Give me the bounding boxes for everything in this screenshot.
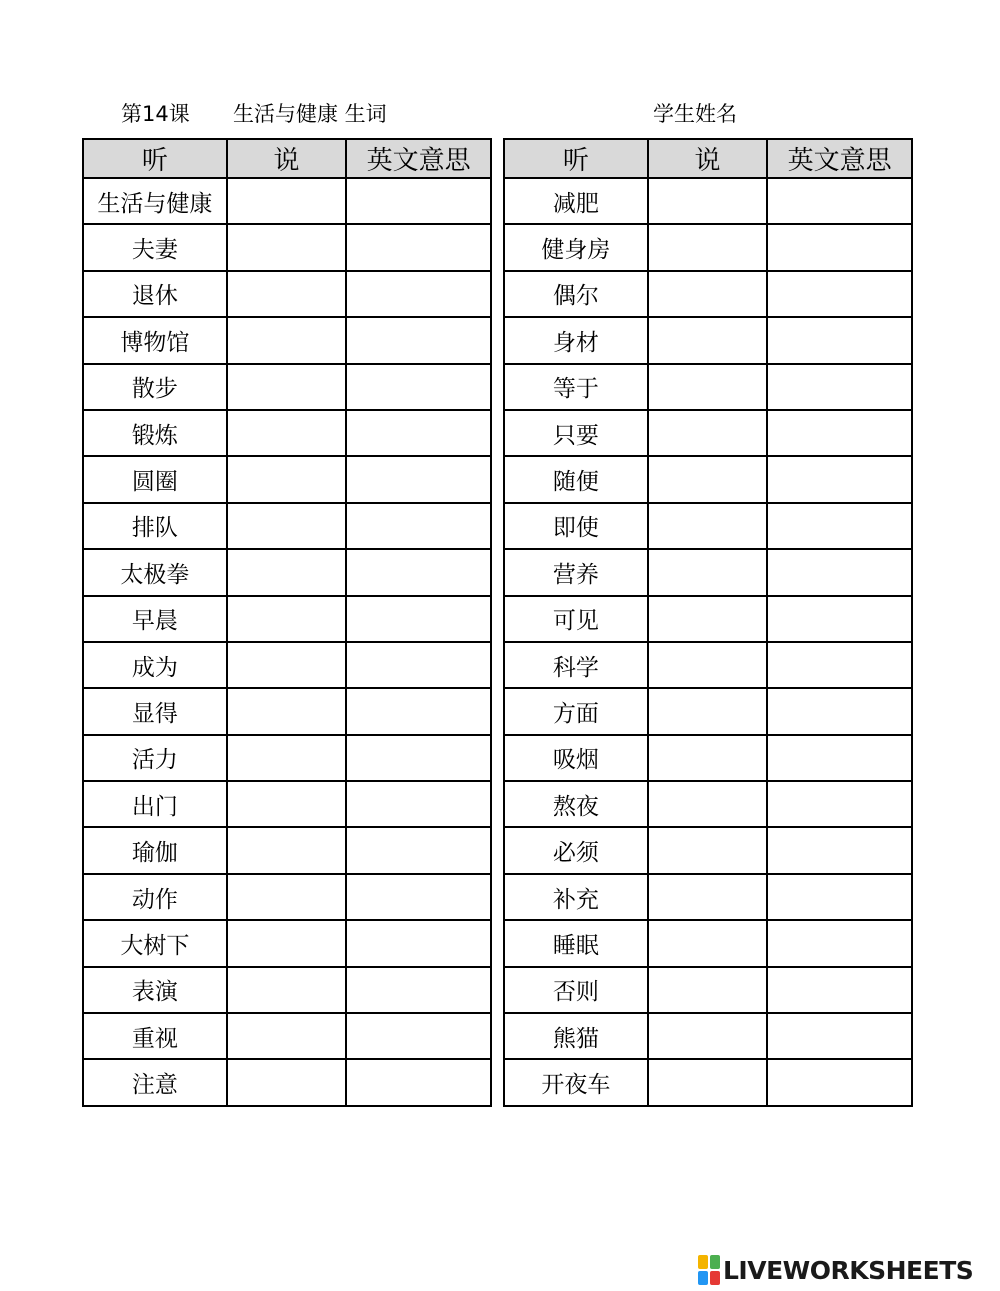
logo-square-green: [710, 1255, 720, 1269]
meaning-answer-cell[interactable]: [346, 224, 491, 270]
vocab-word: 熬夜: [504, 781, 648, 827]
meaning-answer-cell[interactable]: [346, 410, 491, 456]
table-row: [83, 364, 491, 410]
liveworksheets-logo[interactable]: [698, 1253, 973, 1287]
speak-answer-cell[interactable]: [227, 1059, 347, 1105]
meaning-answer-cell[interactable]: [767, 410, 912, 456]
vocab-word: 博物馆: [83, 317, 227, 363]
meaning-answer-cell[interactable]: [346, 271, 491, 317]
table-row: [504, 688, 912, 734]
vocab-word: 等于: [504, 364, 648, 410]
vocab-word: 只要: [504, 410, 648, 456]
speak-answer-cell[interactable]: [648, 271, 768, 317]
meaning-answer-cell[interactable]: [346, 735, 491, 781]
meaning-answer-cell[interactable]: [767, 596, 912, 642]
table-row: [504, 178, 912, 224]
meaning-answer-cell[interactable]: [346, 920, 491, 966]
meaning-answer-cell[interactable]: [767, 642, 912, 688]
meaning-answer-cell[interactable]: [346, 967, 491, 1013]
logo-square-red: [710, 1271, 720, 1285]
table-row: [504, 596, 912, 642]
column-header-listen: 听: [83, 139, 227, 178]
meaning-answer-cell[interactable]: [767, 549, 912, 595]
table-row: [504, 781, 912, 827]
table-row: [83, 410, 491, 456]
vocab-word: 动作: [83, 874, 227, 920]
table-row: [504, 1059, 912, 1105]
vocab-word: 健身房: [504, 224, 648, 270]
column-header-meaning: 英文意思: [346, 139, 491, 178]
meaning-answer-cell[interactable]: [767, 271, 912, 317]
speak-answer-cell[interactable]: [648, 735, 768, 781]
vocab-word: 散步: [83, 364, 227, 410]
table-row: [83, 224, 491, 270]
speak-answer-cell[interactable]: [227, 271, 347, 317]
vocab-word: 成为: [83, 642, 227, 688]
lesson-number: 第14课: [121, 102, 190, 126]
table-row: [83, 688, 491, 734]
vocab-word: 身材: [504, 317, 648, 363]
table-row: [504, 735, 912, 781]
meaning-answer-cell[interactable]: [346, 781, 491, 827]
meaning-answer-cell[interactable]: [346, 503, 491, 549]
speak-answer-cell[interactable]: [648, 1013, 768, 1059]
logo-square-yellow: [698, 1255, 708, 1269]
speak-answer-cell[interactable]: [227, 456, 347, 502]
vocab-word: 生活与健康: [83, 178, 227, 224]
table-row: [504, 827, 912, 873]
vocab-word: 瑜伽: [83, 827, 227, 873]
worksheet-topic: 生活与健康 生词: [233, 102, 387, 126]
speak-answer-cell[interactable]: [227, 364, 347, 410]
table-row: [504, 549, 912, 595]
meaning-answer-cell[interactable]: [767, 317, 912, 363]
speak-answer-cell[interactable]: [648, 410, 768, 456]
column-header-speak: 说: [227, 139, 347, 178]
table-header-row: [83, 139, 491, 178]
speak-answer-cell[interactable]: [227, 967, 347, 1013]
vocab-word: 吸烟: [504, 735, 648, 781]
table-row: [83, 456, 491, 502]
vocab-word: 补充: [504, 874, 648, 920]
meaning-answer-cell[interactable]: [346, 827, 491, 873]
vocab-word: 夫妻: [83, 224, 227, 270]
vocab-word: 偶尔: [504, 271, 648, 317]
meaning-answer-cell[interactable]: [767, 735, 912, 781]
meaning-answer-cell[interactable]: [346, 178, 491, 224]
speak-answer-cell[interactable]: [648, 1059, 768, 1105]
vocab-word: 科学: [504, 642, 648, 688]
meaning-answer-cell[interactable]: [346, 688, 491, 734]
meaning-answer-cell[interactable]: [767, 874, 912, 920]
speak-answer-cell[interactable]: [227, 317, 347, 363]
meaning-answer-cell[interactable]: [767, 781, 912, 827]
table-row: [504, 224, 912, 270]
table-row: [504, 317, 912, 363]
table-row: [504, 456, 912, 502]
speak-answer-cell[interactable]: [227, 596, 347, 642]
speak-answer-cell[interactable]: [648, 920, 768, 966]
vocab-word: 锻炼: [83, 410, 227, 456]
table-row: [504, 410, 912, 456]
vocab-word: 退休: [83, 271, 227, 317]
vocab-word: 圆圈: [83, 456, 227, 502]
speak-answer-cell[interactable]: [648, 642, 768, 688]
liveworksheets-logo-icon: [698, 1255, 720, 1285]
meaning-answer-cell[interactable]: [346, 549, 491, 595]
table-row: [83, 503, 491, 549]
speak-answer-cell[interactable]: [648, 224, 768, 270]
table-row: [83, 1013, 491, 1059]
meaning-answer-cell[interactable]: [767, 1013, 912, 1059]
vocab-word: 开夜车: [504, 1059, 648, 1105]
vocab-word: 出门: [83, 781, 227, 827]
vocab-word: 活力: [83, 735, 227, 781]
speak-answer-cell[interactable]: [227, 642, 347, 688]
speak-answer-cell[interactable]: [227, 178, 347, 224]
speak-answer-cell[interactable]: [648, 827, 768, 873]
speak-answer-cell[interactable]: [648, 456, 768, 502]
table-row: [83, 827, 491, 873]
vocab-word: 即使: [504, 503, 648, 549]
speak-answer-cell[interactable]: [648, 596, 768, 642]
speak-answer-cell[interactable]: [227, 224, 347, 270]
logo-square-blue: [698, 1271, 708, 1285]
speak-answer-cell[interactable]: [648, 503, 768, 549]
student-name-label: 学生姓名: [653, 102, 737, 126]
speak-answer-cell[interactable]: [648, 317, 768, 363]
meaning-answer-cell[interactable]: [346, 456, 491, 502]
meaning-answer-cell[interactable]: [767, 224, 912, 270]
table-row: [83, 920, 491, 966]
speak-answer-cell[interactable]: [227, 735, 347, 781]
meaning-answer-cell[interactable]: [767, 1059, 912, 1105]
speak-answer-cell[interactable]: [648, 549, 768, 595]
vocab-word: 太极拳: [83, 549, 227, 595]
speak-answer-cell[interactable]: [227, 781, 347, 827]
meaning-answer-cell[interactable]: [767, 456, 912, 502]
table-row: [504, 920, 912, 966]
vocab-word: 随便: [504, 456, 648, 502]
meaning-answer-cell[interactable]: [767, 364, 912, 410]
table-row: [83, 642, 491, 688]
meaning-answer-cell[interactable]: [346, 364, 491, 410]
table-row: [504, 503, 912, 549]
meaning-answer-cell[interactable]: [346, 1059, 491, 1105]
table-row: [83, 1059, 491, 1105]
vocab-word: 睡眠: [504, 920, 648, 966]
speak-answer-cell[interactable]: [648, 967, 768, 1013]
liveworksheets-logo-text: LIVEWORKSHEETS: [723, 1255, 974, 1285]
meaning-answer-cell[interactable]: [767, 503, 912, 549]
meaning-answer-cell[interactable]: [346, 1013, 491, 1059]
table-row: [83, 317, 491, 363]
speak-answer-cell[interactable]: [227, 874, 347, 920]
table-row: [83, 967, 491, 1013]
meaning-answer-cell[interactable]: [346, 596, 491, 642]
speak-answer-cell[interactable]: [648, 178, 768, 224]
table-row: [504, 967, 912, 1013]
table-row: [83, 874, 491, 920]
table-row: [504, 271, 912, 317]
table-header-row: [504, 139, 912, 178]
vocab-table-right: [503, 138, 913, 1107]
speak-answer-cell[interactable]: [648, 781, 768, 827]
table-row: [504, 1013, 912, 1059]
vocab-word: 营养: [504, 549, 648, 595]
table-row: [504, 642, 912, 688]
vocab-word: 显得: [83, 688, 227, 734]
vocab-word: 注意: [83, 1059, 227, 1105]
speak-answer-cell[interactable]: [227, 1013, 347, 1059]
meaning-answer-cell[interactable]: [767, 688, 912, 734]
speak-answer-cell[interactable]: [227, 920, 347, 966]
vocab-table-left: [82, 138, 492, 1107]
table-row: [504, 874, 912, 920]
vocab-word: 方面: [504, 688, 648, 734]
meaning-answer-cell[interactable]: [346, 874, 491, 920]
meaning-answer-cell[interactable]: [767, 967, 912, 1013]
vocab-word: 减肥: [504, 178, 648, 224]
speak-answer-cell[interactable]: [227, 410, 347, 456]
speak-answer-cell[interactable]: [227, 549, 347, 595]
meaning-answer-cell[interactable]: [346, 642, 491, 688]
speak-answer-cell[interactable]: [648, 364, 768, 410]
meaning-answer-cell[interactable]: [767, 827, 912, 873]
vocab-word: 大树下: [83, 920, 227, 966]
table-row: [504, 364, 912, 410]
vocab-word: 否则: [504, 967, 648, 1013]
table-row: [83, 781, 491, 827]
meaning-answer-cell[interactable]: [346, 317, 491, 363]
column-header-meaning: 英文意思: [767, 139, 912, 178]
table-row: [83, 178, 491, 224]
vocab-word: 重视: [83, 1013, 227, 1059]
table-row: [83, 596, 491, 642]
speak-answer-cell[interactable]: [227, 827, 347, 873]
vocab-word: 必须: [504, 827, 648, 873]
meaning-answer-cell[interactable]: [767, 920, 912, 966]
table-row: [83, 735, 491, 781]
speak-answer-cell[interactable]: [648, 874, 768, 920]
vocab-word: 表演: [83, 967, 227, 1013]
vocab-word: 熊猫: [504, 1013, 648, 1059]
column-header-speak: 说: [648, 139, 768, 178]
speak-answer-cell[interactable]: [227, 688, 347, 734]
column-header-listen: 听: [504, 139, 648, 178]
vocab-word: 排队: [83, 503, 227, 549]
table-row: [83, 549, 491, 595]
table-row: [83, 271, 491, 317]
speak-answer-cell[interactable]: [227, 503, 347, 549]
vocab-word: 可见: [504, 596, 648, 642]
meaning-answer-cell[interactable]: [767, 178, 912, 224]
speak-answer-cell[interactable]: [648, 688, 768, 734]
vocab-word: 早晨: [83, 596, 227, 642]
